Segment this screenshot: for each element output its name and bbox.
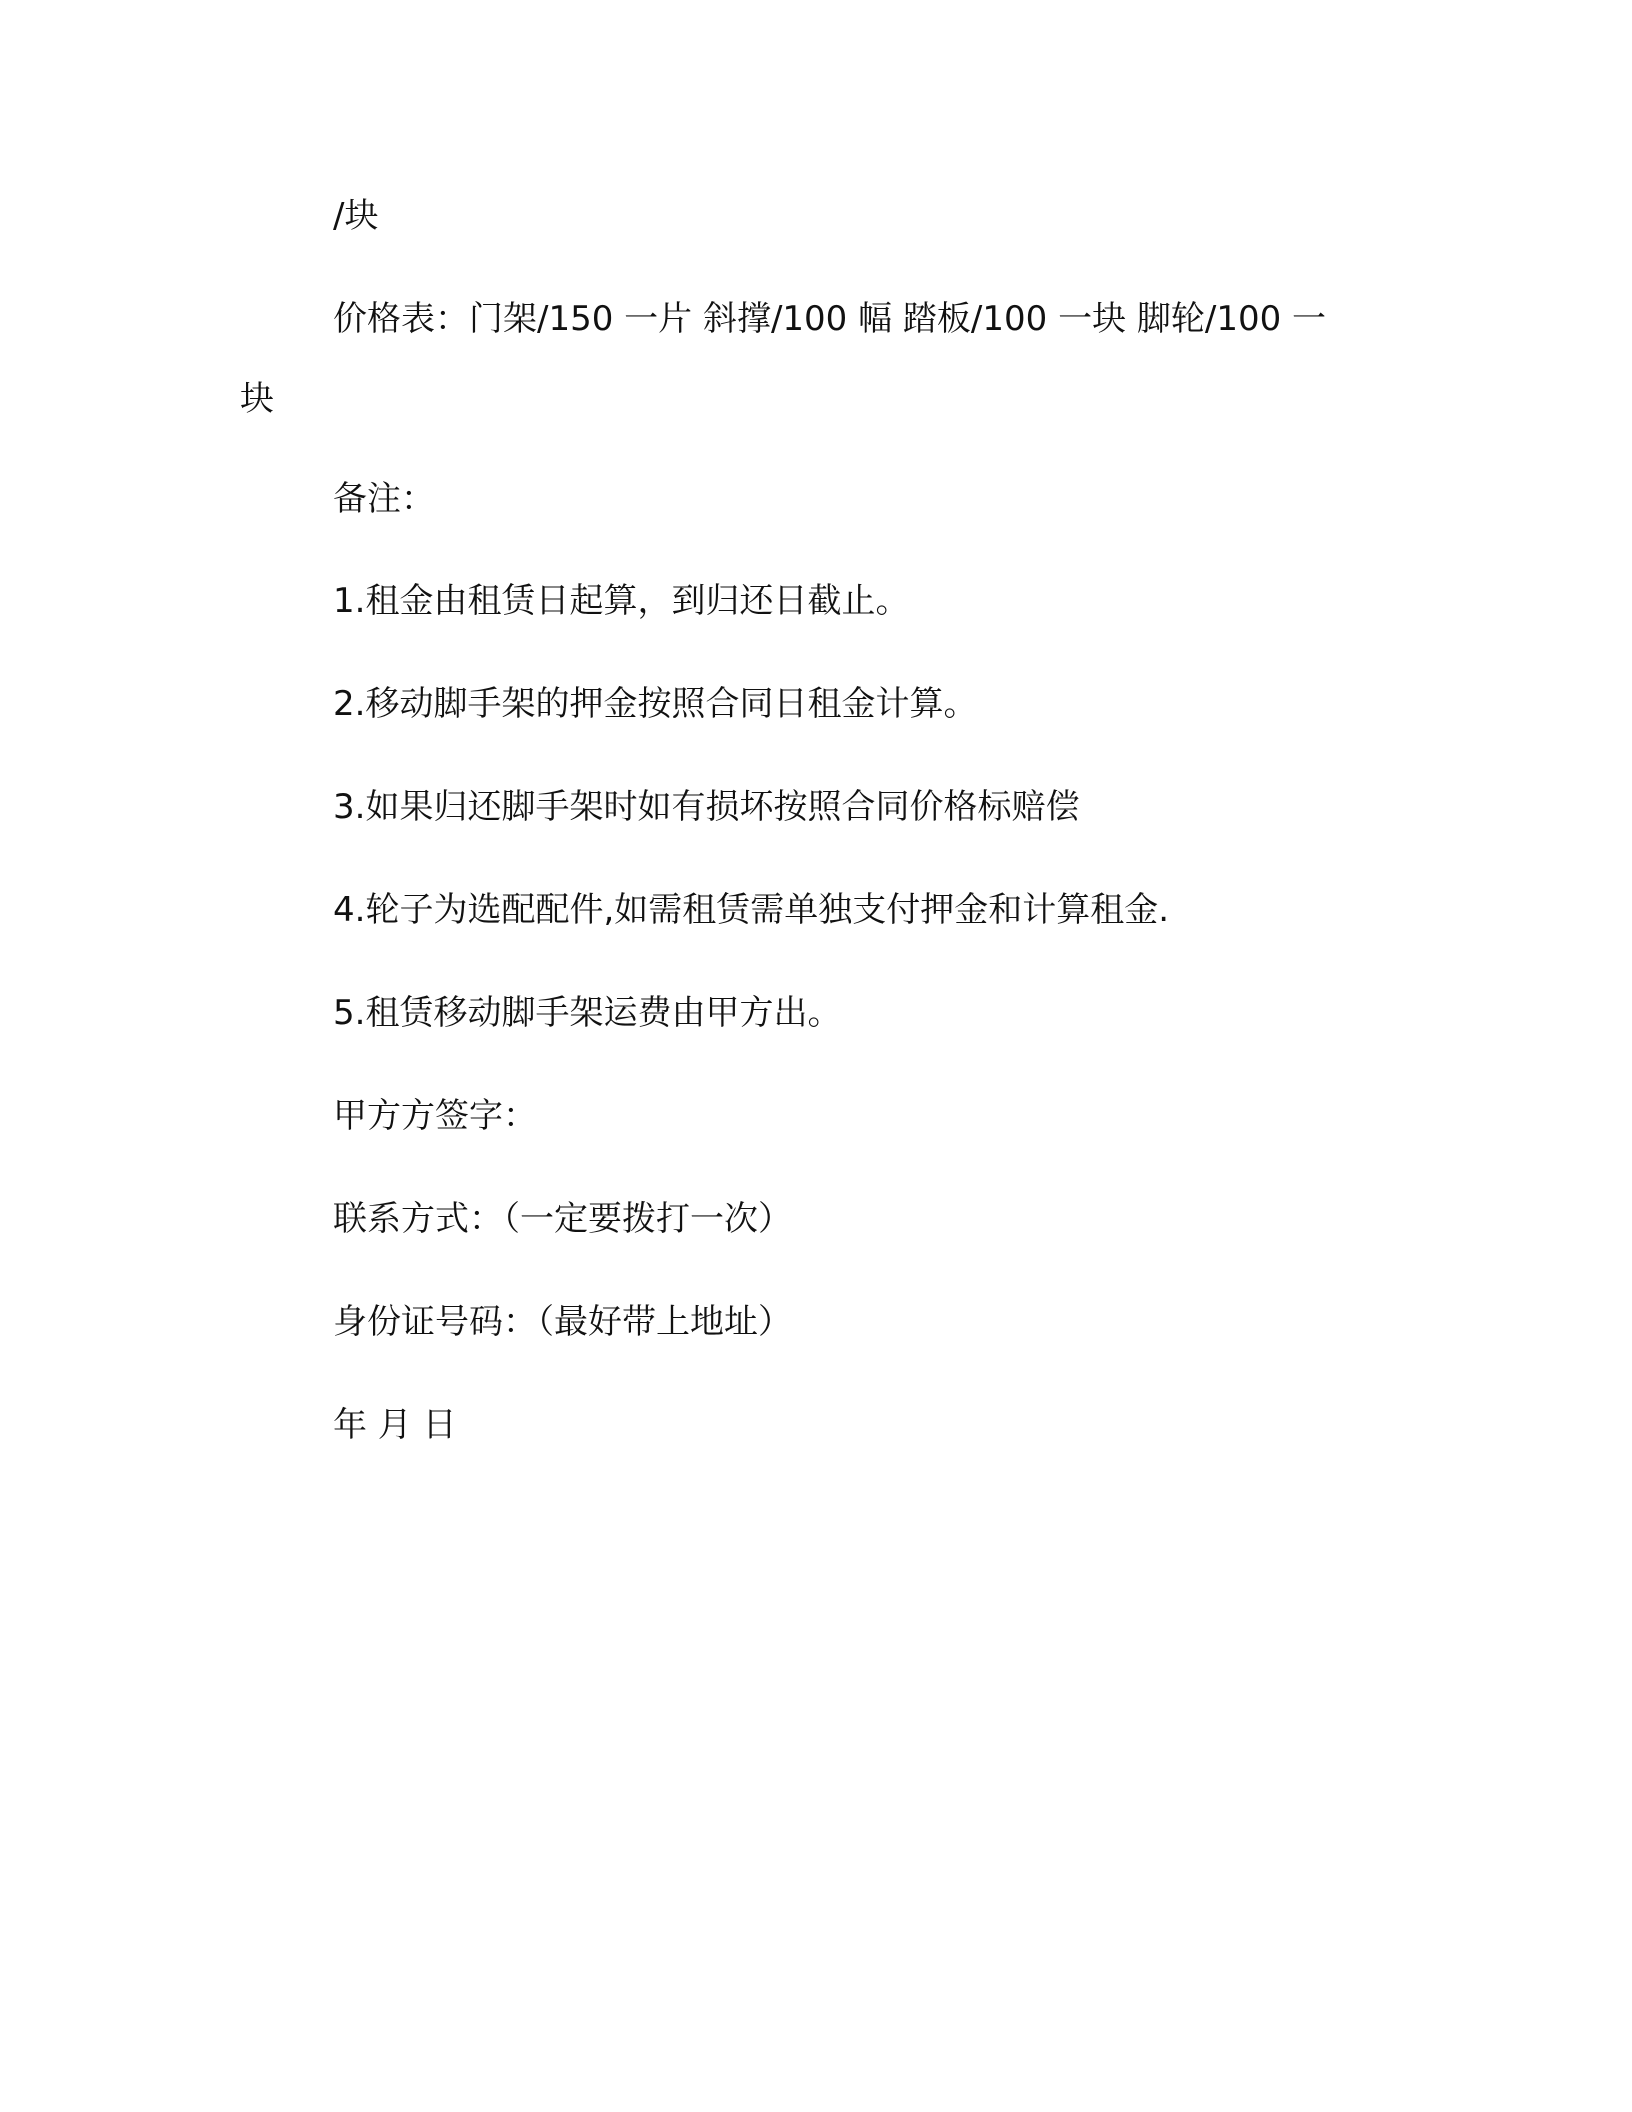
remark-item-2: 2.移动脚手架的押金按照合同日租金计算。 bbox=[333, 684, 978, 724]
party-a-signature-label: 甲方方签字： bbox=[333, 1096, 537, 1136]
remark-item-3: 3.如果归还脚手架时如有损坏按照合同价格标赔偿 bbox=[333, 787, 1080, 827]
remark-item-4: 4.轮子为选配配件,如需租赁需单独支付押金和计算租金. bbox=[333, 890, 1170, 930]
price-table-line-wrap: 块 bbox=[240, 379, 274, 419]
id-number-label: 身份证号码：（最好带上地址） bbox=[333, 1302, 792, 1342]
contact-label: 联系方式：（一定要拨打一次） bbox=[333, 1199, 792, 1239]
remark-item-1: 1.租金由租赁日起算，到归还日截止。 bbox=[333, 581, 910, 621]
top-fragment: /块 bbox=[333, 196, 379, 236]
remark-item-5: 5.租赁移动脚手架运费由甲方出。 bbox=[333, 993, 842, 1033]
remarks-heading: 备注： bbox=[333, 479, 435, 519]
date-line: 年 月 日 bbox=[333, 1405, 457, 1445]
price-table-line: 价格表：门架/150 一片 斜撑/100 幅 踏板/100 一块 脚轮/100 一 bbox=[333, 299, 1327, 339]
